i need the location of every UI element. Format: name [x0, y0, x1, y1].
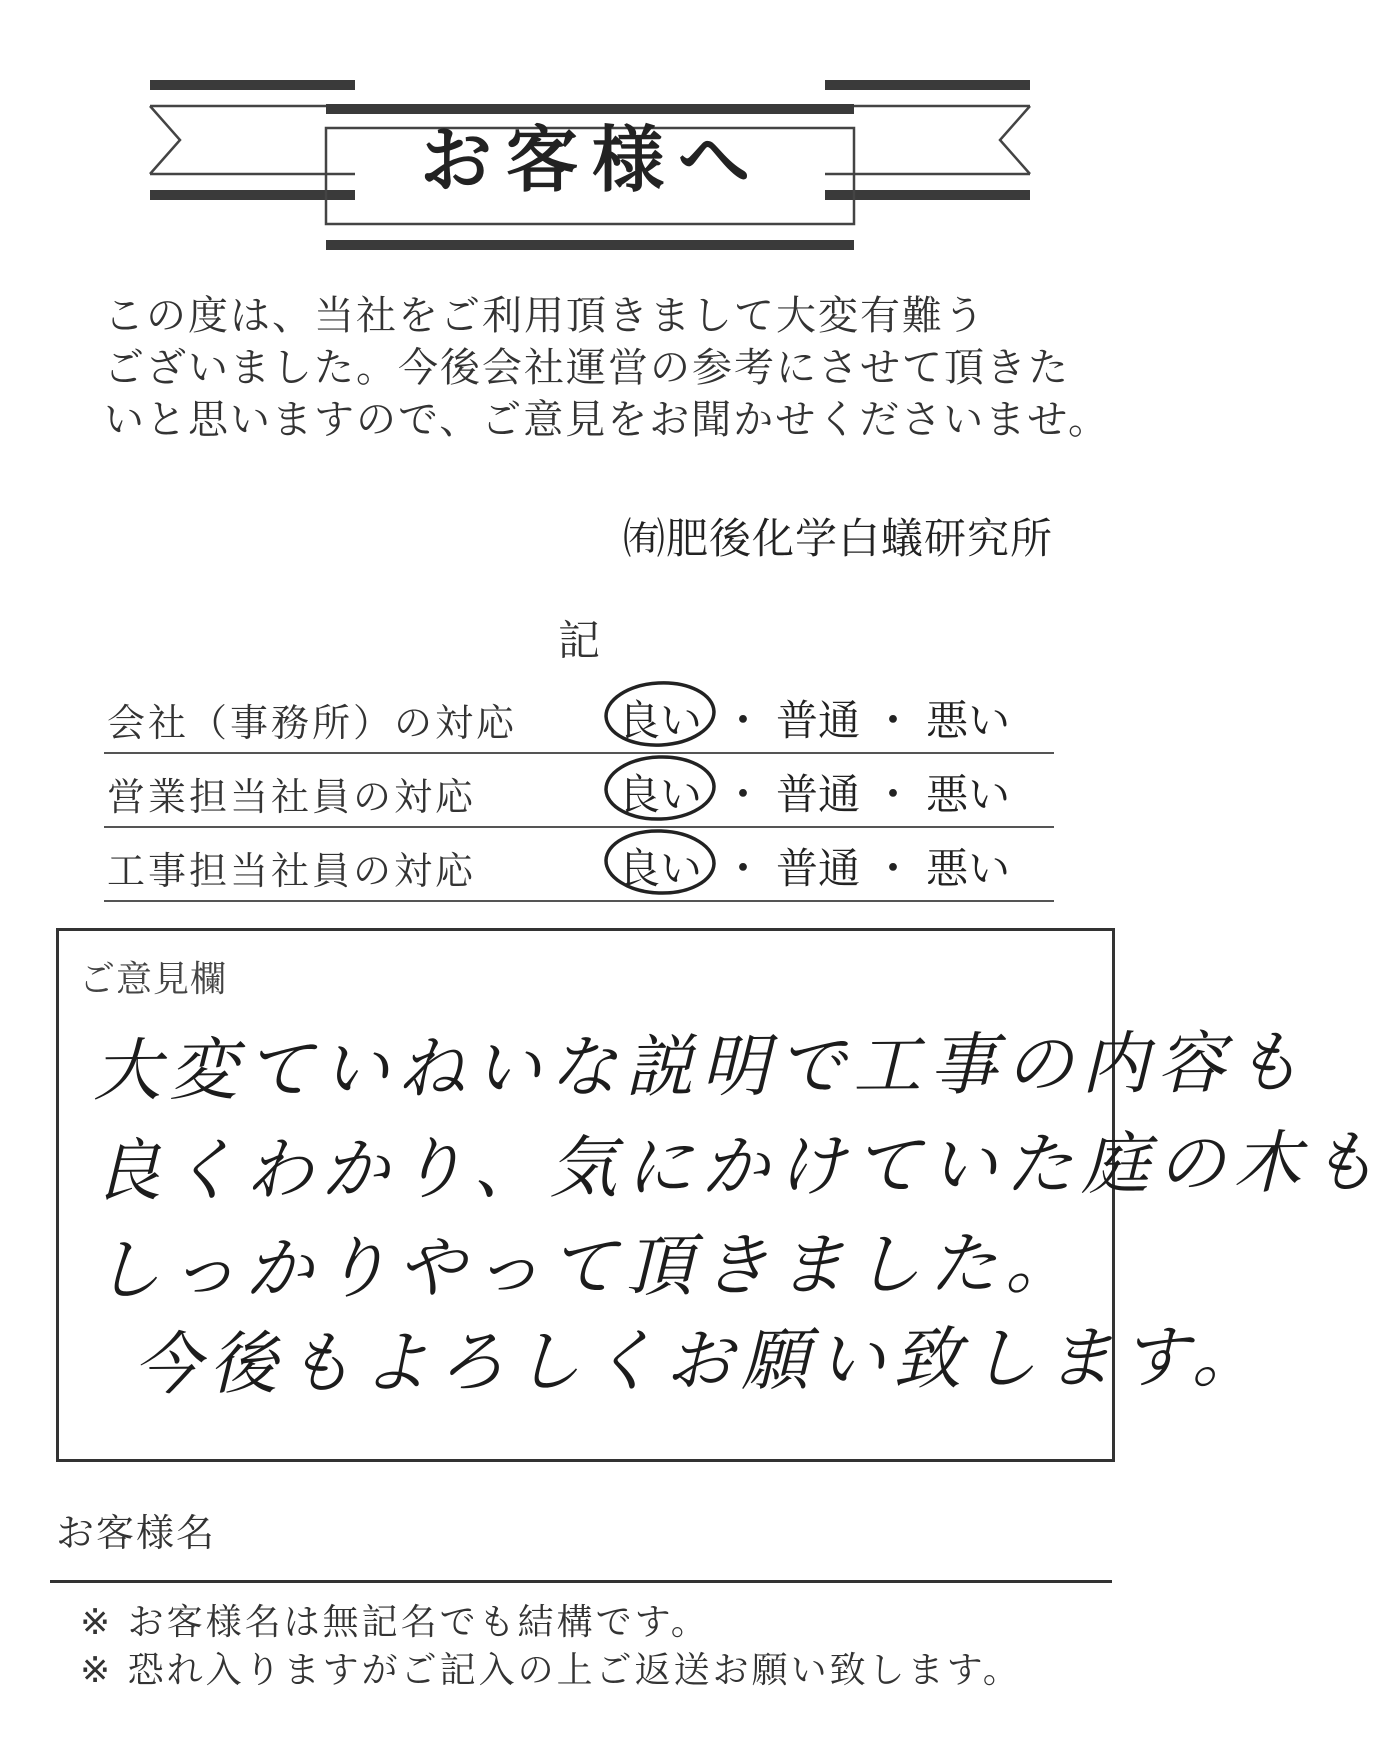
handwritten-comment-line-3: しっかりやって頂きました。: [92, 1224, 1082, 1311]
rating-label: 会社（事務所）の対応: [107, 701, 518, 745]
separator: ・: [722, 844, 765, 893]
comment-label: ご意見欄: [79, 959, 228, 1000]
handwritten-comment-line-4: 今後もよろしくお願い致します。: [132, 1318, 1268, 1405]
separator: ・: [722, 770, 765, 819]
banner-title: お客様へ: [419, 117, 764, 202]
rating-option-normal[interactable]: 普通: [776, 844, 861, 893]
row-divider: [104, 900, 1054, 902]
handwritten-comment-line-2: 良くわかり、気にかけていた庭の木も: [92, 1123, 1385, 1212]
intro-line-1: この度は、当社をご利用頂きまして大変有難う: [104, 293, 986, 339]
rating-option-good-selected[interactable]: 良い: [610, 836, 710, 896]
company-name: ㈲肥後化学白蟻研究所: [622, 514, 1053, 563]
hand-circle-icon: [602, 752, 720, 824]
separator: ・: [872, 696, 915, 745]
rating-option-bad[interactable]: 悪い: [926, 844, 1011, 893]
rating-option-normal[interactable]: 普通: [776, 770, 861, 819]
rating-option-bad[interactable]: 悪い: [926, 696, 1011, 745]
rating-options: [610, 762, 1010, 822]
rating-row-construction: [104, 828, 1054, 902]
separator: ・: [872, 844, 915, 893]
handwritten-comment-line-1: 大変ていねいな説明で工事の内容も: [92, 1023, 1310, 1112]
rating-label: 営業担当社員の対応: [107, 775, 477, 819]
title-banner: [150, 78, 1030, 258]
hand-circle-icon: [602, 826, 720, 898]
hand-circle-icon: [602, 678, 720, 750]
rating-option-good-selected[interactable]: 良い: [610, 762, 710, 822]
separator: ・: [722, 696, 765, 745]
rating-row-sales: [104, 754, 1054, 828]
customer-name-label: お客様名: [56, 1511, 217, 1555]
intro-line-2: ございました。今後会社運営の参考にさせて頂きた: [104, 345, 1070, 391]
rating-option-bad[interactable]: 悪い: [926, 770, 1011, 819]
rating-row-company: [104, 680, 1054, 754]
rating-option-normal[interactable]: 普通: [776, 696, 861, 745]
record-label: 記: [558, 616, 601, 665]
note-return: ※ 恐れ入りますがご記入の上ご返送お願い致します。: [80, 1650, 1022, 1691]
separator: ・: [872, 770, 915, 819]
rating-options: [610, 688, 1010, 748]
rating-label: 工事担当社員の対応: [107, 849, 477, 893]
rating-option-good-selected[interactable]: 良い: [610, 688, 710, 748]
note-anonymous: ※ お客様名は無記名でも結構です。: [80, 1602, 710, 1643]
customer-name-field[interactable]: [50, 1580, 1112, 1583]
rating-options: [610, 836, 1010, 896]
comment-box[interactable]: [56, 928, 1385, 1462]
intro-line-3: いと思いますので、ご意見をお聞かせくださいませ。: [104, 397, 1110, 443]
